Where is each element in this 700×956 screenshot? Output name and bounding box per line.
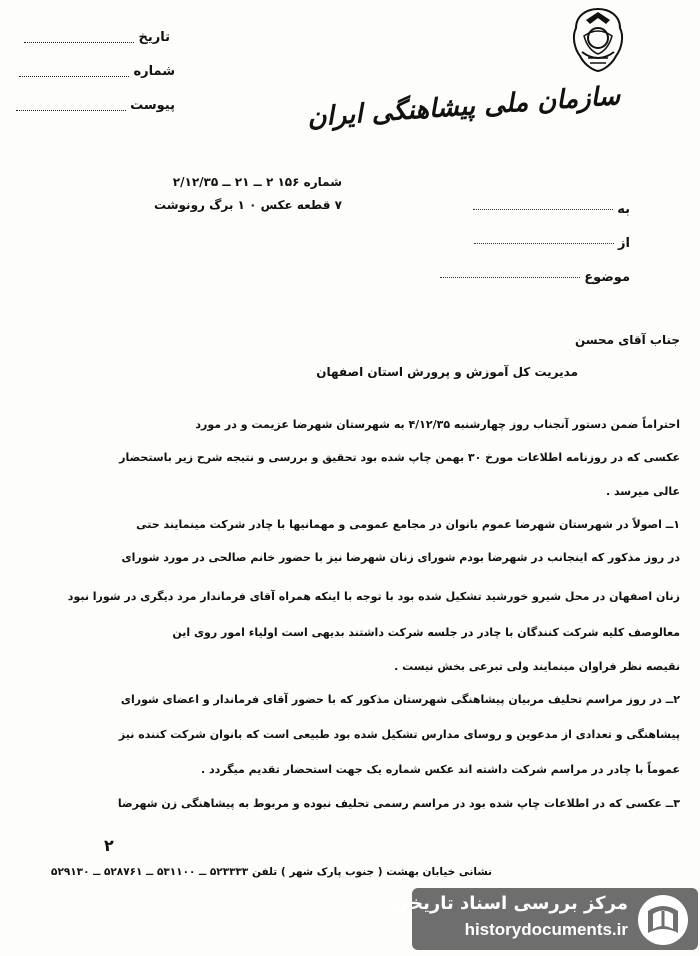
salutation: جناب آقای محسن bbox=[574, 333, 680, 347]
body-line: زنان اصفهان در محل شیرو خورشید تشکیل شده بود با توجه با اینکه همراه آقای فرماندار مرد دیگری در شورا نبود bbox=[67, 590, 680, 603]
body-line: نقیصه نظر فراوان مینمایند ولی تبرعی بخش نیست . bbox=[394, 660, 680, 673]
watermark-title: مرکز بررسی اسناد تاریخی bbox=[391, 893, 628, 914]
subject-line bbox=[440, 277, 580, 278]
from-line bbox=[474, 243, 614, 244]
addressee: مدیریت کل آموزش و پرورش استان اصفهان bbox=[316, 365, 578, 379]
number-line bbox=[19, 66, 129, 77]
attachment-line bbox=[16, 100, 126, 111]
body-line: ۱ــ اصولاً در شهرستان شهرضا عموم بانوان در مجامع عمومی و مهمانیها با چادر شرکت مینمایند حتی bbox=[136, 518, 680, 531]
body-line: عموماً با چادر در مراسم شرکت داشته اند عکس شماره یک جهت استحضار تقدیم میگردد . bbox=[201, 763, 680, 776]
body-line: ۲ــ در روز مراسم تحلیف مربیان پیشاهنگی شهرستان مذکور که با حضور آقای فرماندار و اعضای شورای bbox=[120, 693, 680, 706]
to-field bbox=[473, 202, 630, 217]
page-number-mark: ۲ bbox=[104, 836, 114, 855]
from-field bbox=[474, 236, 630, 251]
organization-name: سازمان ملی پیشاهنگی ایران bbox=[305, 81, 621, 133]
to-line bbox=[473, 209, 613, 210]
reference-enclosures: ۷ قطعه عکس ۰ ۱ برگ رونوشت bbox=[154, 198, 342, 212]
watermark-url: historydocuments.ir bbox=[464, 920, 628, 939]
emblem-lion-sun-icon bbox=[568, 6, 628, 74]
body-line: عالی میرسد . bbox=[605, 485, 680, 498]
attachment-field bbox=[10, 98, 175, 113]
number-label: شماره bbox=[133, 64, 175, 79]
from-label: از bbox=[618, 236, 630, 251]
body-line: ۳ــ عکسی که در اطلاعات چاپ شده بود در مراسم رسمی تحلیف نبوده و مربوط به پیشاهنگی زن شهرضا bbox=[117, 797, 680, 810]
number-field bbox=[13, 64, 175, 79]
body-line: معالوصف کلیه شرکت کنندگان با چادر در جلسه شرکت داشتند بدیهی است اولیاء امور روی این bbox=[172, 626, 680, 639]
to-label: به bbox=[617, 202, 630, 217]
body-line: عکسی که در روزنامه اطلاعات مورخ ۳۰ بهمن چاپ شده بود تحقیق و بررسی و نتیجه شرح زیر باستحضار bbox=[119, 451, 680, 464]
body-line: احتراماً ضمن دستور آنجناب روز چهارشنبه ۴/۱۲/۳۵ به شهرستان شهرضا عزیمت و در مورد bbox=[195, 418, 680, 431]
date-label: تاریخ bbox=[138, 30, 170, 45]
attachment-label: پیوست bbox=[130, 98, 175, 113]
body-line: پیشاهنگی و تعدادی از مدعوین و روسای مدارس تشکیل شده بود طبیعی است که بانوان شرکت کننده نیز bbox=[118, 728, 680, 741]
subject-label: موضوع bbox=[584, 270, 630, 285]
body-line: در روز مذکور که اینجانب در شهرضا بودم شورای زنان شهرضا نیز با حضور خانم صالحی در مورد شورای bbox=[121, 551, 680, 564]
date-field bbox=[18, 30, 170, 45]
reference-number: شماره ۱۵۶ ۲ ــ ۲۱ ــ ۲/۱۲/۳۵ bbox=[172, 175, 342, 189]
history-documents-logo-icon bbox=[636, 893, 690, 947]
footer-address: نشانی خیابان بهشت ( جنوب پارک شهر ) تلفن ۵۲۳۳۳۳ ــ ۵۳۱۱۰۰ ــ ۵۲۸۷۶۱ ــ ۵۲۹۱۳۰ bbox=[51, 866, 492, 878]
subject-field bbox=[440, 270, 630, 285]
date-line bbox=[24, 32, 134, 43]
